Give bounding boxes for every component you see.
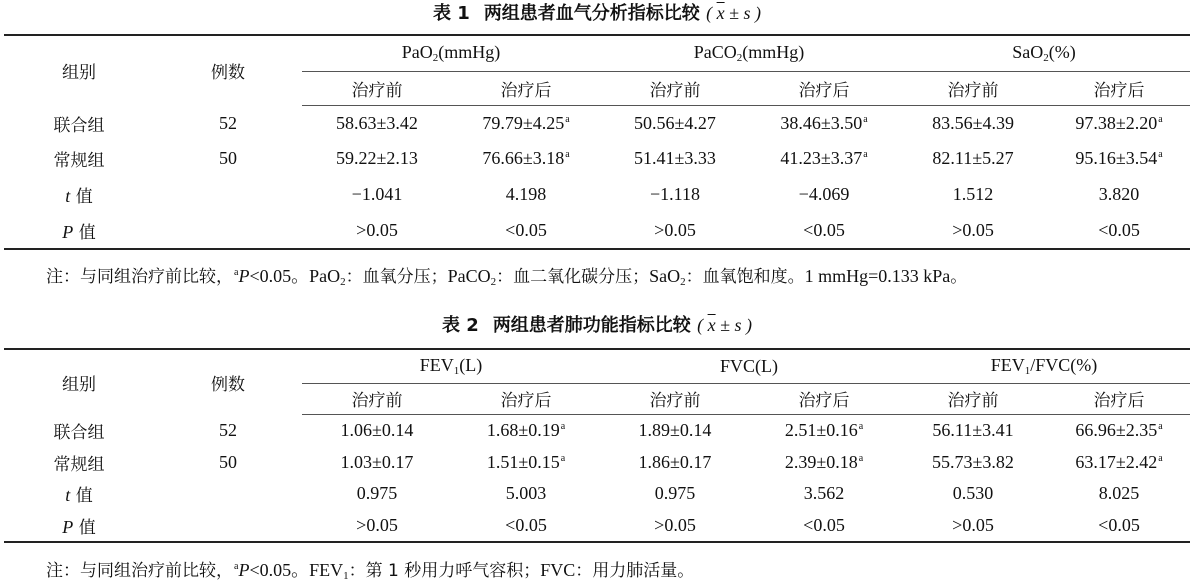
table-cell: 5.003 [505, 483, 547, 503]
table1-header-pao2: PaO$_2$(mmHg) [302, 35, 600, 71]
table-cell: −4.069 [798, 183, 850, 204]
row-label-p: P 值 [4, 509, 154, 542]
table-cell: 1.86±0.17 [638, 452, 712, 472]
table1-header-group: 组别 [4, 35, 154, 105]
table-cell: 76.66±3.18$^a$ [482, 148, 570, 168]
table-cell: 95.16±3.54$^a$ [1075, 148, 1163, 168]
table-cell: 83.56±4.39 [932, 112, 1014, 133]
table2-header-fev1: $FEV_1(L)$ [302, 349, 600, 383]
table-cell: 1.51±0.15$^a$ [486, 452, 566, 472]
table-cell: 0.975 [356, 483, 398, 503]
row-cases: 52 [219, 420, 237, 440]
table-cell: >0.05 [898, 509, 1048, 542]
table2-label: 表 2 [442, 315, 479, 336]
table-cell: <0.05 [452, 212, 600, 249]
table-cell: >0.05 [302, 212, 452, 249]
table-cell: 38.46±3.50$^a$ [780, 112, 868, 133]
table-cell: −1.041 [351, 183, 403, 204]
row-label: 常规组 [53, 455, 105, 475]
table1 [4, 34, 1190, 250]
table-row-t [4, 478, 1190, 509]
table-cell: 41.23±3.37$^a$ [780, 148, 868, 168]
table-row [4, 141, 1190, 176]
row-label-t: t 值 [65, 485, 93, 506]
table1-header-cases: 例数 [154, 35, 302, 105]
table2-title: 两组患者肺功能指标比较 [492, 315, 691, 336]
row-cases: 52 [219, 112, 237, 133]
table-cell: 79.79±4.25$^a$ [482, 112, 570, 133]
table1-sub-after: 治疗后 [452, 71, 600, 105]
row-cases: 50 [219, 148, 237, 168]
table-row [4, 414, 1190, 447]
table-cell: 1.06±0.14 [340, 420, 414, 441]
table-cell: 55.73±3.82 [932, 452, 1014, 472]
table-cell: 4.198 [505, 183, 547, 204]
table-cell: 1.68±0.19$^a$ [486, 420, 566, 441]
table1-sub-after: 治疗后 [750, 71, 898, 105]
table-cell: <0.05 [750, 509, 898, 542]
table2-header-fev1-fvc: $FEV_1/FVC(\%)$ [898, 349, 1190, 383]
table2-header-fvc: FVC(L) [600, 349, 898, 383]
row-label: 常规组 [53, 151, 105, 171]
table2-sub-before: 治疗前 [600, 383, 750, 414]
table-cell: 59.22±2.13 [336, 148, 418, 168]
table-row-p [4, 212, 1190, 249]
table-cell: 0.975 [654, 483, 696, 503]
table1-header-sao2: SaO$_2$(%) [898, 35, 1190, 71]
table-cell: <0.05 [750, 212, 898, 249]
table-cell: −1.118 [650, 183, 700, 204]
table1-note: 注：与同组治疗前比较，$^a$P<0.05。PaO$_2$：血氧分压；PaCO$_2$：血二氧化碳分压；SaO$_2$：血氧饱和度。1 mmHg=0.133 kPa。 [46, 266, 968, 288]
table-cell: 0.530 [952, 483, 994, 503]
table-cell: <0.05 [1048, 212, 1190, 249]
row-cases: 50 [219, 452, 237, 472]
table-cell: 2.51±0.16$^a$ [784, 420, 864, 441]
table-cell: 97.38±2.20$^a$ [1075, 112, 1163, 133]
table-row [4, 447, 1190, 478]
table-cell: 1.03±0.17 [340, 452, 414, 472]
table-cell: <0.05 [1048, 509, 1190, 542]
table-cell: >0.05 [898, 212, 1048, 249]
table-cell: >0.05 [600, 509, 750, 542]
table1-header-paco2: PaCO$_2$(mmHg) [600, 35, 898, 71]
table-cell: 2.39±0.18$^a$ [784, 452, 864, 472]
table2-sub-before: 治疗前 [302, 383, 452, 414]
table-cell: 1.89±0.14 [638, 420, 712, 441]
row-label-t: t 值 [65, 185, 93, 207]
table-row-t [4, 176, 1190, 212]
table2 [4, 348, 1190, 543]
table2-sub-after: 治疗后 [750, 383, 898, 414]
table2-note: 注：与同组治疗前比较，$^a$P<0.05。$FEV_1$：第 1 秒用力呼气容积；FVC：用力肺活量。 [46, 560, 695, 582]
table-cell: 3.820 [1098, 183, 1140, 204]
table2-sub-before: 治疗前 [898, 383, 1048, 414]
table-cell: 63.17±2.42$^a$ [1075, 452, 1163, 472]
table1-caption [0, 2, 1194, 25]
table2-sub-after: 治疗后 [1048, 383, 1190, 414]
table-cell: 66.96±2.35$^a$ [1075, 420, 1163, 441]
table-cell: 56.11±3.41 [932, 420, 1014, 441]
table1-stat: ( $\overline{x} \pm s$ ) [706, 3, 761, 23]
table-cell: >0.05 [302, 509, 452, 542]
table2-stat: ( $\overline{x} \pm s$ ) [697, 315, 752, 335]
table1-sub-before: 治疗前 [600, 71, 750, 105]
table-cell: 58.63±3.42 [336, 112, 418, 133]
table-cell: <0.05 [452, 509, 600, 542]
table1-sub-before: 治疗前 [302, 71, 452, 105]
table-cell: 51.41±3.33 [634, 148, 716, 168]
row-label-p: P 值 [4, 212, 154, 249]
row-label: 联合组 [53, 115, 105, 136]
table1-sub-before: 治疗前 [898, 71, 1048, 105]
table-cell: 50.56±4.27 [634, 112, 716, 133]
table1-sub-after: 治疗后 [1048, 71, 1190, 105]
table2-caption [0, 314, 1194, 337]
table-cell: >0.05 [600, 212, 750, 249]
table2-header-group: 组别 [4, 349, 154, 414]
table-cell: 3.562 [803, 483, 845, 503]
table1-title: 两组患者血气分析指标比较 [483, 3, 700, 24]
table-cell: 1.512 [952, 183, 994, 204]
table1-label: 表 1 [433, 3, 470, 24]
table-row [4, 105, 1190, 141]
row-label: 联合组 [53, 423, 105, 443]
table2-header-cases: 例数 [154, 349, 302, 414]
table-row-p [4, 509, 1190, 542]
table-cell: 8.025 [1098, 483, 1140, 503]
table-cell: 82.11±5.27 [932, 148, 1014, 168]
table2-sub-after: 治疗后 [452, 383, 600, 414]
